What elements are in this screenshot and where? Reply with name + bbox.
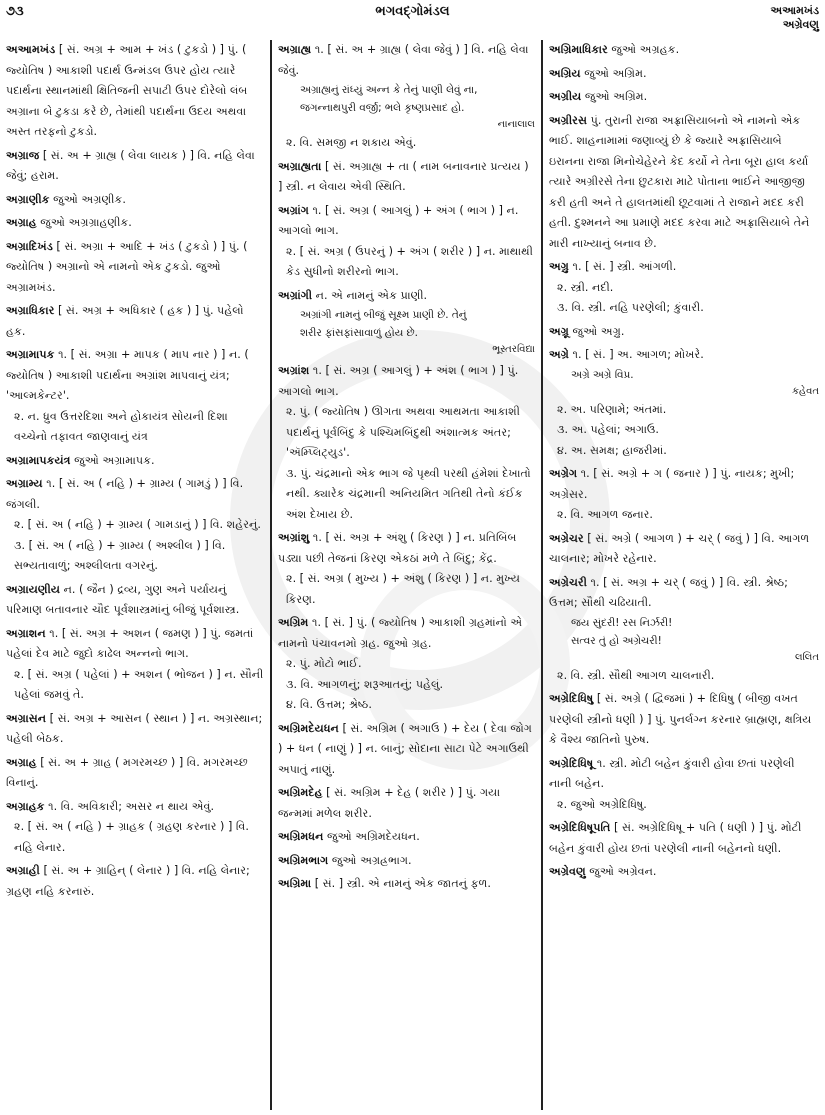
entry-definition: જુઓ અગ્રિમ. [584,66,647,80]
entry-sense: ૪. અ. સમક્ષ; હાજરીમાં. [557,443,667,457]
quotation-source: લલિત [794,651,819,663]
entry-definition: જુઓ અગ્રહક. [611,43,680,56]
guide-word-last: અગ્રેવણુ [782,18,819,31]
entry-definition: [ સં. અ + ગ્રાહ્ય ( લેવા લાયક ) ] વિ. નહિ લેવા જેવું; હરામ. [6,148,255,182]
dictionary-entry [278,361,535,525]
dictionary-entry [549,464,819,526]
entry-definition: ૧. [ સં. અગ્ર + અશન ( જમણ ) ] પું. જમતાં પહેલાં દેવ માટે જુદો કાઢેલ અન્નનો ભાગ. [6,626,254,660]
entry-headword: અગ્રુ [549,260,569,273]
entry-headword: અગ્રાંશુ [278,531,310,544]
quotation-source: કહેવત [791,385,819,397]
entry-headword: અગ્રેચરી [549,575,587,589]
entry-headword: અગ્રેચર [549,531,584,545]
column-3 [543,40,825,1110]
dictionary-entry [278,783,535,824]
dictionary-entry [278,719,535,781]
entry-definition: [ સં. અ + ગ્રાહિન્ ( લેનાર ) ] વિ. નહિ લેનાર; ગ્રહણ નહિ કરનારું. [6,864,250,898]
entry-definition: ૧. [ સં. અગ્ર + અંશુ ( કિરણ ) ] ન. પ્રતિબિંબ પડ્યા પછી તેજનાં કિરણ એકઠાં મળે તે બિંદુ; કેંદ્ર. [278,531,517,565]
entry-sense: ૨. [ સં. અ ( નહિ ) + ગ્રામ્ય ( ગામડાનું ) ] વિ. શહેરનું. [14,518,261,531]
entry-definition: ૧. [ સં. અગ્ર + ચર્ ( જવું ) ] વિ. સ્ત્રી. શ્રેષ્ઠ; ઉત્તમ; સૌથી ચઢિયાતી. [549,575,788,609]
entry-quotation: જય સુંદરી! રસ નિર્ઝરી! [571,616,673,629]
entry-sense: ૪. વિ. ઉત્તમ; શ્રેષ્ઠ. [286,698,372,711]
entry-quotation: જગન્નાથપુરી વર્જી; ભલે કૃષ્ણપ્રસાદ હો. [300,102,465,114]
entry-definition: ૧. [ સં. અગ્ર ( આગલું ) + અંશ ( ભાગ ) ] પું. આગલો ભાગ. [278,364,519,398]
guide-word-first: અઆમખંડ [770,4,819,17]
entry-definition: [ સં. અગ્રે ( દ્વિજમાં ) + દિધિષુ ( બીજી વખત પરણેલી સ્ત્રીનો ધણી ) ] પું. પુનર્લગ્ન કરનાર બ્રાહ્મણ, ક્ષત્રિય કે વૈશ્ય જાતિનો પુરુષ. [549,692,812,746]
dictionary-entry [278,874,535,895]
entry-headword: અગ્રાસન [6,711,47,725]
entry-definition: ન. એ નામનું એક પ્રાણી. [315,288,428,302]
entry-definition: ૧. સ્ત્રી. મોટી બહેન કુંવારી હોવા છતાં પરણેલી નાની બહેન. [549,756,795,790]
entry-headword: અગ્રાદિખંડ [6,239,53,253]
entry-headword: અગ્રેદિધિષુ [549,692,594,705]
entry-definition: જુઓ અગ્રેવન. [589,865,657,878]
dictionary-entry [6,301,264,342]
dictionary-entry [278,201,535,283]
entry-definition: [ સં. અગ્રેદિધિષૂ + પતિ ( ધણી ) ] પું. મોટી બહેન કુંવારી હોય છતાં પરણેલી નાની બહેનનો ધણી. [549,821,802,855]
entry-sense: ૩. વિ. આગળનું; શરૂઆતનું; પહેલું. [286,677,444,691]
entry-definition: ૧. [ સં. અગ્રે + ગ ( જનાર ) ] પું. નાયક; મુખી; અગ્રેસર. [549,467,795,501]
entry-definition: ૧. [ સં. ] પું. ( જ્યોતિષ ) આકાશી ગ્રહમાંનો એ નામનો પંચાવનમો ગ્રહ. જુઓ ગ્રહ. [278,616,523,650]
entry-headword: અગ્રિમદેહ [278,786,323,799]
dictionary-entry [6,861,264,902]
entry-sense: ૨. પું. ( જ્યોતિષ ) ઊગતા અથવા આથમતા આકાશી પદાર્થનું પૂર્વબિંદુ કે પશ્ચિમબિંદુથી અંશાત્મક અંતર; 'ઍમ્પ્લિટ્યુડ'. [286,405,520,459]
dictionary-entry [549,573,819,687]
entry-sense: ૨. પું. મોટો ભાઈ. [286,657,362,670]
entry-sense: ૩. અ. પહેલાં; અગાઉ. [557,423,659,436]
entry-sense: ૨. જુઓ અગ્રેદિધિષુ. [557,797,647,811]
entry-quotation: અગ્રાહ્યનું રાંધ્યું અન્ન કે તેનું પાણી લેવું ના, [300,84,478,96]
dictionary-entry [6,40,264,143]
page-title: ભગવદ્ગોમંડલ [375,4,450,19]
quotation-source: ભૂસ્તરવિદ્યા [492,344,535,355]
dictionary-entry [278,851,535,872]
entry-definition: [ સં. અગ્ર + અધિકાર ( હક ) ] પું. પહેલો હક. [6,304,244,338]
dictionary-entry [278,40,535,154]
entry-headword: અગ્રાંશ [278,364,310,377]
dictionary-entry [278,286,535,359]
entry-headword: અગ્રાણીક [6,192,50,206]
entry-definition: ન. ( જૈન ) દ્રવ્ય, ગુણ અને પર્યાયનું પરિમાણ બતાવનાર ચૌદ પૂર્વશાસ્ત્રમાંનું બીજું પૂર્વશાસ્ત્ર. [6,582,240,616]
entry-definition: જુઓ અગ્રિમદેયધન. [327,830,420,843]
entry-headword: અગ્રામાપક [6,348,55,361]
dictionary-entry [549,257,819,319]
entry-sense: ૨. [ સં. અગ્ર ( ઉપરનું ) + અંગ ( શરીર ) ] ન. માથાથી કેડ સુધીનો શરીરનો ભાગ. [286,244,533,278]
dictionary-entry [6,146,264,187]
dictionary-entry [6,213,264,234]
entry-definition: [ સં. અગ્ર + આસન ( સ્થાન ) ] ન. અગ્રસ્થાન; પહેલી બેઠક. [6,711,263,745]
entry-headword: અગ્રાહ્યતા [278,159,322,173]
entry-headword: અગ્રાહક [6,799,45,813]
entry-headword: અગ્રૂ [549,324,569,338]
entry-quotation: અગ્રે અગ્રે વિપ્ર. [571,368,634,381]
dictionary-entry [6,190,264,211]
entry-sense: ૨. સ્ત્રી. નદી. [557,280,614,294]
entry-definition: ૧. [ સં. ] અ. આગળ; મોખરે. [572,348,704,361]
entry-sense: ૩. [ સં. અ ( નહિ ) + ગ્રામ્ય ( અશ્લીલ ) ] વિ. સભ્યતાવાળું; અશ્લીલતા વગરનું. [14,538,226,572]
dictionary-entry [278,157,535,198]
entry-headword: અગ્રિય [549,66,581,80]
entry-headword: અગ્રાંગ [278,203,309,217]
entry-definition: [ સં. અગ્રિમ + દેહ ( શરીર ) ] પું. ગયા જન્મમાં મળેલ શરીર. [278,786,501,820]
dictionary-entry [549,818,819,859]
entry-definition: જુઓ અગ્રામાપક. [74,453,155,467]
dictionary-entry [549,862,819,883]
dictionary-entry [6,624,264,706]
entry-headword: અગ્રાહ [6,216,37,229]
dictionary-entry [6,237,264,299]
entry-sense: ૨. ન. ધ્રુવ ઉત્તરદિશા અને હોકાયંત્ર સોયની દિશા વચ્ચેનો તફાવત જાણવાનું યંત્ર [14,409,228,443]
entry-definition: જુઓ અગ્રણીક. [53,192,126,206]
dictionary-entry [6,797,264,859]
entry-headword: અગ્રાશન [6,626,46,640]
entry-headword: અગ્રાહ [6,755,37,769]
dictionary-entry [6,709,264,750]
entry-headword: અગ્રેગ [549,467,578,480]
entry-definition: જુઓ અગ્રગ્રાહણીક. [40,216,132,229]
entry-definition: [ સં. અગ્રિમ ( અગાઉ ) + દેય ( દેવા જોગ ) + ધન ( નાણું ) ] ન. બાનું; સોદાના સાટા પેટે અગાઉથી અપાતું નાણું. [278,721,532,776]
dictionary-entry [278,827,535,848]
entry-sense: ૨. વિ. સમજી ન શકાય એવું. [286,136,417,149]
guide-words [771,4,819,32]
quotation-source: નાનાલાલ [497,119,535,130]
dictionary-entry [278,528,535,610]
entry-headword: અગ્રાયણીય [6,582,60,596]
entry-headword: અગ્રિમાધિકાર [549,43,608,56]
dictionary-entry [6,580,264,621]
entry-sense: ૨. [ સં. અગ્ર ( મુખ્ય ) + અંશુ ( કિરણ ) ] ન. મુખ્ય કિરણ. [286,572,521,606]
entry-definition: ૧. [ સં. અ + ગ્રાહ્ય ( લેવા જેવું ) ] વિ. નહિ લેવા જેવું. [278,43,529,77]
dictionary-entry [549,754,819,816]
column-2 [272,40,543,1110]
entry-definition: જુઓ અગ્રહ્રભાગ. [331,853,412,867]
dictionary-entry [549,111,819,255]
page-header [0,0,825,38]
entry-definition: ૧. [ સં. અ ( નહિ ) + ગ્રામ્ય ( ગામડું ) ] વિ. જંગલી. [6,477,244,511]
entry-definition: જુઓ અગ્રિમ. [584,90,648,103]
entry-headword: અગ્રીય [549,90,582,103]
entry-definition: ૧. [ સં. અગ્ર ( આગલું ) + અંગ ( ભાગ ) ] ન. આગલો ભાગ. [278,203,519,237]
entry-definition: ૧. [ સં. અગ્રા + માપક ( માપ નાર ) ] ન. ( જ્યોતિષ ) આકાશી પદાર્થના અગ્રાંશ માપવાનું યંત્ર; 'આલ્મકેન્ટર'. [6,348,249,402]
entry-headword: અગ્રિમદેયધન [278,721,339,735]
entry-quotation: અગ્રાંગી નામનું બીજું સૂક્ષ્મ પ્રાણી છે. તેનું [300,309,467,321]
dictionary-entry [6,451,264,472]
entry-definition: [ સં. અગ્ર + આમ + ખંડ ( ટુકડો ) ] પું. ( જ્યોતિષ ) આકાશી પદાર્થ ઉન્મંડલ ઉપર હોય ત્યારે પદાર્થના સ્થાનમાંથી ક્ષિતિજની સપાટી ઉપર દોરેલો લંબ અગ્રાના બે ટુકડા કરે છે, તેમાંથી પદાર્થના ઉદય અથવા અસ્ત તરફનો ટુકડો. [6,43,248,138]
entry-headword: અગ્રેવણુ [549,865,586,878]
entry-sense: ૨. [ સં. અગ્ર ( પહેલાં ) + અશન ( ભોજન ) ] ન. સૌની પહેલાં જમવું તે. [14,667,264,701]
entry-headword: અગ્રિમધન [278,830,324,843]
entry-definition: પું. તુરાની રાજા અફ્રાસિયાબનો એ નામનો એક ભાઈ. શાહનામામાં જણાવ્યું છે કે જ્યારે અફ્રાસિયાબે ઇરાનના રાજા મિનોચેહેરને કેદ કર્યો ને તેના બૂરા હાલ કર્યા ત્યારે અગ્રીરસે તેના છુટકારા માટે પોતાના ભાઈને આજીજી કરી હતી અને તે હાલતમાંથી છૂટવામાં તે રાજાને મદદ કરી હતી. દુશ્મનને આ પ્રમાણે મદદ કરવા માટે અફ્રાસિયાબે તેને મારી નાખ્યાનું બનાવ છે. [549,113,810,250]
entry-headword: અગ્રિમા [278,877,312,890]
entry-quotation: સત્વર તું હો અગ્રેચરી! [571,634,662,647]
dictionary-entry [6,345,264,448]
entry-headword: અગ્રિમભાગ [278,853,329,867]
entry-sense: ૩. વિ. સ્ત્રી. નહિ પરણેલી; કુંવારી. [557,301,704,314]
entry-definition: ૧. [ સં. ] સ્ત્રી. આંગળી. [572,260,677,273]
dictionary-entry [549,529,819,570]
entry-headword: અગ્રાંગી [278,288,313,302]
entry-headword: અગ્રાધિકાર [6,304,55,317]
entry-definition: ૧. વિ. અવિકારી; અસર ન થાય એવું. [48,799,215,813]
dictionary-entry [6,474,264,577]
entry-headword: અગ્રિમ [278,616,309,629]
column-1 [0,40,272,1110]
entry-headword: અગ્રાજ [6,148,40,162]
entry-definition: [ સં. અ + ગ્રાહ ( મગરમચ્છ ) ] વિ. મગરમચ્છ વિનાનું. [6,755,248,789]
dictionary-columns [0,40,825,1110]
entry-definition: [ સં. અગ્રાહ્ય + તા ( નામ બનાવનાર પ્રત્યય ) ] સ્ત્રી. ન લેવાય એવી સ્થિતિ. [278,159,529,193]
entry-headword: અગ્રાહી [6,864,40,877]
entry-headword: અગ્રામ્ય [6,477,43,490]
dictionary-entry [549,40,819,61]
entry-definition: [ સં. અગ્રે ( આગળ ) + ચર્ ( જવું ) ] વિ. આગળ ચાલનાર; મોખરે રહેનાર. [549,531,810,565]
dictionary-entry [278,613,535,716]
entry-quotation: શરીર ફાંસફાંસાવાળું હોય છે. [300,327,418,339]
dictionary-entry [549,345,819,461]
entry-headword: અગ્રે [549,348,569,361]
entry-sense: ૨. વિ. આગળ જનાર. [557,508,653,521]
dictionary-entry [549,322,819,343]
entry-headword: અગ્રાહ્ય [278,43,312,56]
entry-headword: અગ્રામાપકયંત્ર [6,453,71,467]
entry-headword: અગ્રીરસ [549,113,588,127]
entry-headword: અગ્રેદિધિષૂ [549,756,594,770]
entry-headword: અગ્રેદિધિષૂપતિ [549,821,611,834]
dictionary-entry [549,64,819,85]
entry-definition: [ સં. ] સ્ત્રી. એ નામનું એક જાતનું ફળ. [314,877,491,890]
entry-sense: ૨. વિ. સ્ત્રી. સૌથી આગળ ચાલનારી. [557,668,715,682]
entry-definition: જુઓ અગ્રુ. [572,324,625,338]
dictionary-entry [6,753,264,794]
dictionary-entry [549,689,819,751]
page-number: ૭૩ [6,4,24,19]
dictionary-entry [549,87,819,108]
entry-headword: અઆમખંડ [6,43,56,56]
entry-sense: ૨. અ. પરિણામે; અંતમાં. [557,402,667,416]
entry-sense: ૩. પું. ચંદ્રમાનો એક ભાગ જે પૃથ્વી પરથી હંમેશાં દેખાતો નથી. ક્યારેક ચંદ્રમાની અનિયમિત ગતિથી તેનો કંઈક અંશ દેખાય છે. [286,466,531,521]
entry-definition: [ સં. અગ્રા + આદિ + ખંડ ( ટુકડો ) ] પું. ( જ્યોતિષ ) અગ્રાનો એ નામનો એક ટુકડો. જુઓ અગ્રામખંડ. [6,239,248,294]
entry-sense: ૨. [ સં. અ ( નહિ ) + ગ્રાહક ( ગ્રહણ કરનાર ) ] વિ. નહિ લેનાર. [14,820,249,854]
